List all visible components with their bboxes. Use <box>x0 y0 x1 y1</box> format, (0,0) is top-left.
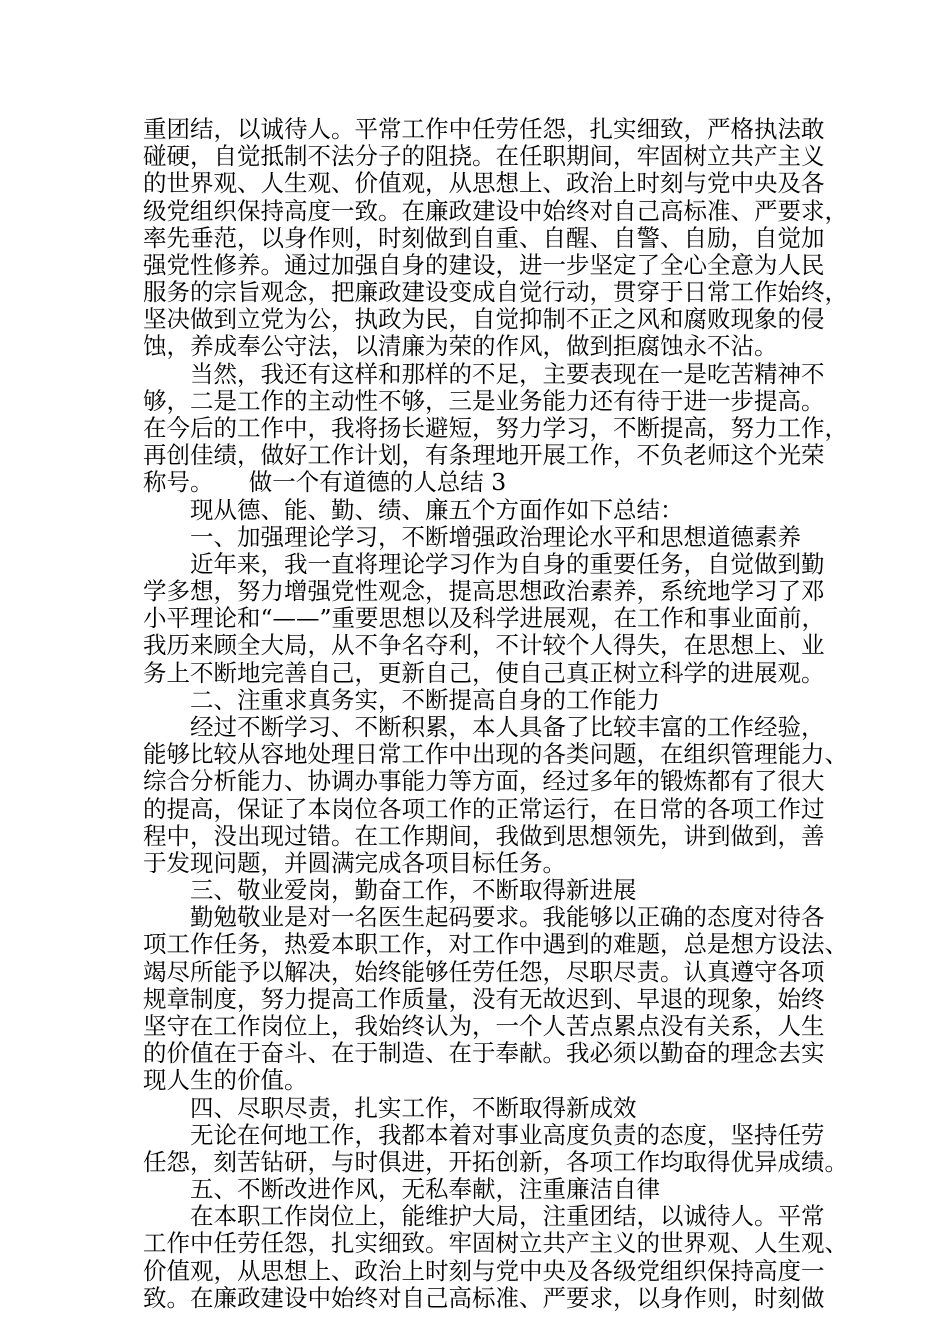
text-line: 竭尽所能予以解决，始终能够任劳任怨，尽职尽责。认真遵守各项 <box>143 958 825 986</box>
text-line: 的价值在于奋斗、在于制造、在于奉献。我必须以勤奋的理念去实 <box>143 1039 825 1067</box>
text-line: 现从德、能、勤、绩、廉五个方面作如下总结： <box>143 496 684 524</box>
section-heading: 四、尽职尽责，扎实工作，不断取得新成效 <box>143 1094 637 1122</box>
text-line: 致。在廉政建设中始终对自己高标准、严要求，以身作则，时刻做 <box>143 1284 825 1312</box>
text-line: 务上不断地完善自己，更新自己，使自己真正树立科学的进展观。 <box>143 659 825 687</box>
text-line: 小平理论和“——”重要思想以及科学进展观，在工作和事业面前， <box>143 604 826 632</box>
text-line: 程中，没出现过错。在工作期间，我做到思想领先，讲到做到，善 <box>143 822 825 850</box>
text-line: 我历来顾全大局，从不争名夺利，不计较个人得失，在思想上、业 <box>143 631 825 659</box>
text-line: 够，二是工作的主动性不够，三是业务能力还有待于进一步提高。 <box>143 387 825 415</box>
text-line: 勤勉敬业是对一名医生起码要求。我能够以正确的态度对待各 <box>143 903 825 931</box>
text-line: 的世界观、人生观、价值观，从思想上、政治上时刻与党中央及各 <box>143 169 825 197</box>
text-line: 在今后的工作中，我将扬长避短，努力学习，不断提高，努力工作， <box>143 414 848 442</box>
text-line: 在本职工作岗位上，能维护大局，注重团结，以诚待人。平常 <box>143 1202 825 1230</box>
text-line: 坚守在工作岗位上，我始终认为，一个人苦点累点没有关系，人生 <box>143 1012 825 1040</box>
section-heading: 一、加强理论学习，不断增强政治理论水平和思想道德素养 <box>143 523 801 551</box>
section-heading: 二、注重求真务实，不断提高自身的工作能力 <box>143 686 660 714</box>
text-line: 碰硬，自觉抵制不法分子的阻挠。在任职期间，牢固树立共产主义 <box>143 142 825 170</box>
text-line: 强党性修养。通过加强自身的建设，进一步坚定了全心全意为人民 <box>143 251 825 279</box>
text-line: 重团结，以诚待人。平常工作中任劳任怨，扎实细致，严格执法敢 <box>143 115 825 143</box>
text-line: 价值观，从思想上、政治上时刻与党中央及各级党组织保持高度一 <box>143 1257 825 1285</box>
text-line: 服务的宗旨观念，把廉政建设变成自觉行动，贯穿于日常工作始终， <box>143 278 848 306</box>
text-line: 规章制度，努力提高工作质量，没有无故迟到、早退的现象，始终 <box>143 985 825 1013</box>
text-line: 的提高，保证了本岗位各项工作的正常运行，在日常的各项工作过 <box>143 795 825 823</box>
section-heading: 三、敬业爱岗，勤奋工作，不断取得新进展 <box>143 876 637 904</box>
text-line: 无论在何地工作，我都本着对事业高度负责的态度，坚持任劳 <box>143 1121 825 1149</box>
text-line: 经过不断学习、不断积累，本人具备了比较丰富的工作经验， <box>143 713 825 741</box>
text-line: 率先垂范，以身作则，时刻做到自重、自醒、自警、自励，自觉加 <box>143 224 825 252</box>
text-line: 近年来，我一直将理论学习作为自身的重要任务，自觉做到勤 <box>143 550 825 578</box>
text-line: 工作中任劳任怨，扎实细致。牢固树立共产主义的世界观、人生观、 <box>143 1229 848 1257</box>
text-line: 当然，我还有这样和那样的不足，主要表现在一是吃苦精神不 <box>143 360 825 388</box>
text-line: 称号。 做一个有道德的人总结 3 <box>143 468 507 496</box>
text-line: 现人生的价值。 <box>143 1066 308 1094</box>
text-line: 于发现问题，并圆满完成各项目标任务。 <box>143 849 566 877</box>
text-line: 坚决做到立党为公，执政为民，自觉抑制不正之风和腐败现象的侵 <box>143 305 825 333</box>
text-line: 学多想，努力增强党性观念，提高思想政治素养，系统地学习了邓 <box>143 577 825 605</box>
text-line: 再创佳绩，做好工作计划，有条理地开展工作，不负老师这个光荣 <box>143 441 825 469</box>
text-line: 级党组织保持高度一致。在廉政建设中始终对自己高标准、严要求， <box>143 197 848 225</box>
text-line: 任怨，刻苦钻研，与时俱进，开拓创新，各项工作均取得优异成绩。 <box>143 1148 848 1176</box>
section-heading: 五、不断改进作风，无私奉献，注重廉洁自律 <box>143 1175 660 1203</box>
text-line: 蚀，养成奉公守法，以清廉为荣的作风，做到拒腐蚀永不沾。 <box>143 332 778 360</box>
text-line: 项工作任务，热爱本职工作，对工作中遇到的难题，总是想方设法、 <box>143 930 848 958</box>
text-line: 综合分析能力、协调办事能力等方面，经过多年的锻炼都有了很大 <box>143 767 825 795</box>
text-line: 能够比较从容地处理日常工作中出现的各类问题，在组织管理能力、 <box>143 740 848 768</box>
